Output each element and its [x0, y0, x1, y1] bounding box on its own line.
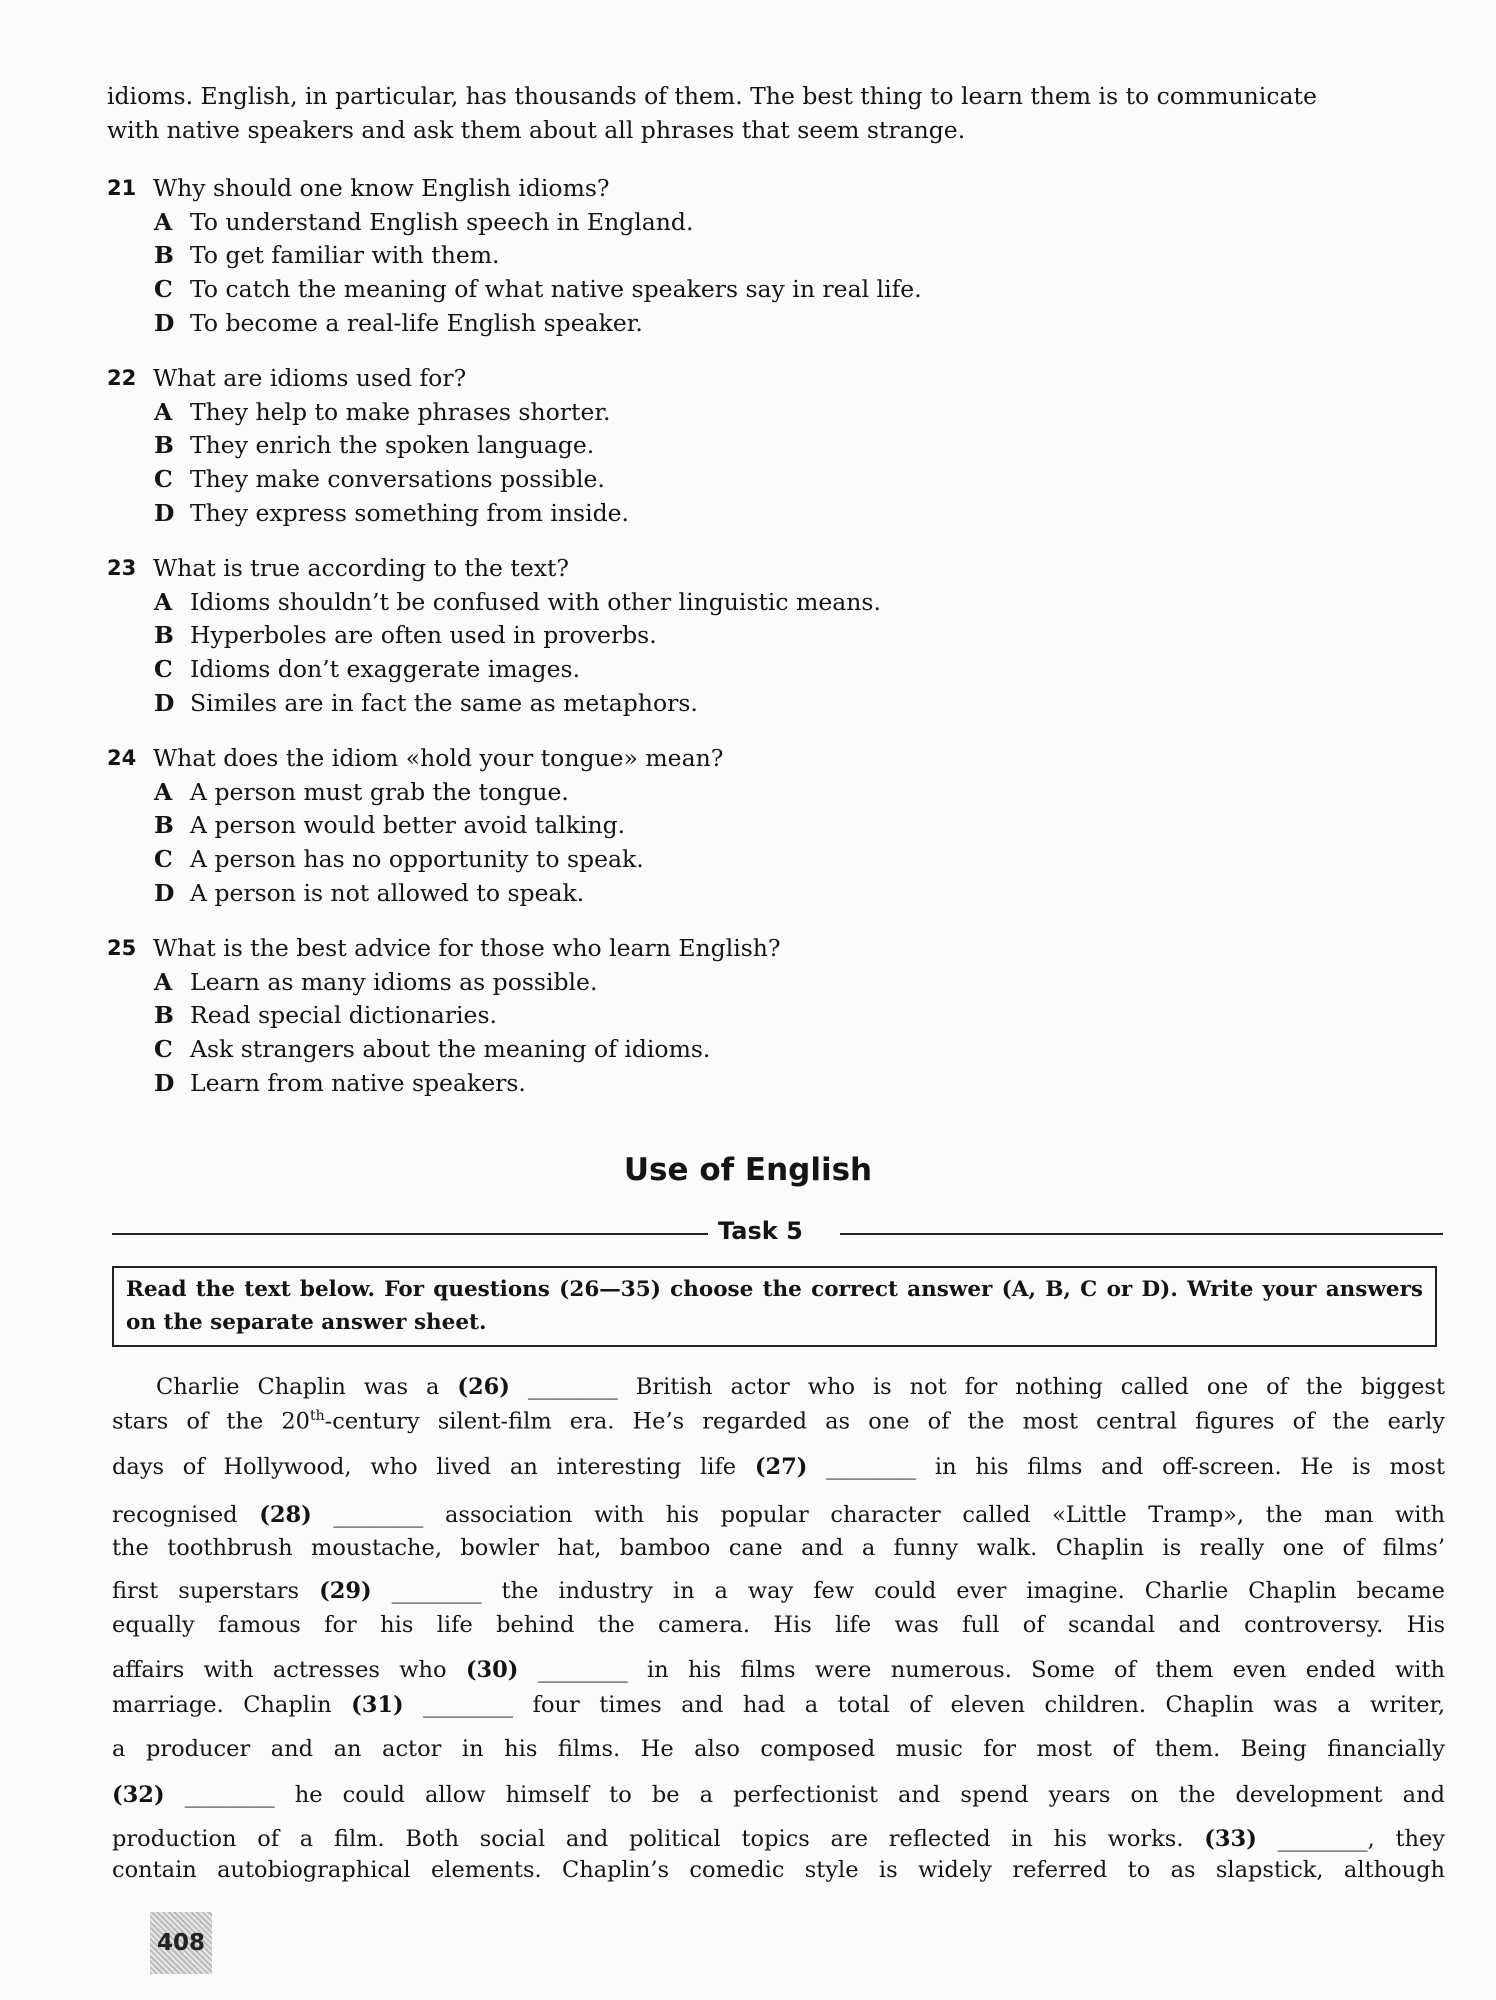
intro-line: idioms. English, in particular, has thousands of them. The best thing to learn them is to communicate — [107, 82, 1317, 110]
option-text: They make conversations possible. — [190, 465, 605, 494]
answer-option — [107, 843, 1207, 877]
answer-option — [107, 463, 1207, 497]
answer-option — [107, 239, 1207, 273]
gap-number: (31) — [351, 1692, 404, 1718]
gap-number: (29) — [319, 1578, 372, 1604]
gap-number: (28) — [259, 1502, 312, 1528]
option-letter: A — [154, 587, 173, 616]
question-23 — [107, 552, 1207, 720]
passage-line: marriage. Chaplin (31) ________ four times and had a total of eleven children. Chaplin was a writer, — [112, 1692, 1445, 1718]
answer-option — [107, 809, 1207, 843]
option-text: Idioms don’t exaggerate images. — [190, 655, 581, 684]
option-letter: A — [154, 967, 173, 996]
option-letter: C — [154, 845, 173, 874]
passage-line: (32) ________ he could allow himself to be a perfectionist and spend years on the development and — [112, 1782, 1445, 1808]
option-text: A person must grab the tongue. — [190, 777, 569, 806]
option-text: To become a real-life English speaker. — [190, 308, 643, 337]
passage-line: affairs with actresses who (30) ________ in his films were numerous. Some of them even ended with — [112, 1657, 1445, 1683]
option-text: A person is not allowed to speak. — [190, 878, 585, 907]
option-text: They help to make phrases shorter. — [190, 397, 611, 426]
gap-number: (32) — [112, 1782, 165, 1808]
option-letter: D — [154, 688, 175, 717]
option-text: A person would better avoid talking. — [190, 811, 626, 840]
option-letter: B — [154, 431, 174, 460]
option-text: To understand English speech in England. — [190, 207, 694, 236]
passage-line: days of Hollywood, who lived an interesting life (27) ________ in his films and off-screen. He is most — [112, 1454, 1445, 1480]
answer-option — [107, 273, 1207, 307]
question-text: What is true according to the text? — [153, 554, 570, 582]
passage-line: a producer and an actor in his films. He also composed music for most of them. Being financially — [112, 1736, 1445, 1762]
option-letter: C — [154, 275, 173, 304]
option-letter: A — [154, 207, 173, 236]
option-letter: C — [154, 655, 173, 684]
answer-option — [107, 206, 1207, 240]
option-text: Ask strangers about the meaning of idioms. — [190, 1035, 711, 1064]
option-letter: B — [154, 621, 174, 650]
page-number: 408 — [150, 1912, 212, 1974]
answer-option — [107, 1067, 1207, 1101]
superscript: th — [309, 1408, 325, 1424]
answer-option — [107, 877, 1207, 911]
passage-line: contain autobiographical elements. Chaplin’s comedic style is widely referred to as slapstick, although — [112, 1857, 1445, 1883]
question-25 — [107, 932, 1207, 1100]
question-21 — [107, 172, 1207, 340]
answer-option — [107, 966, 1207, 1000]
option-text: Idioms shouldn’t be confused with other linguistic means. — [190, 587, 881, 616]
option-text: To catch the meaning of what native speakers say in real life. — [190, 275, 922, 304]
option-letter: D — [154, 1068, 175, 1097]
option-letter: D — [154, 878, 175, 907]
gap-number: (26) — [457, 1374, 510, 1400]
passage-line: stars of the 20th-century silent-film era. He’s regarded as one of the most central figures of the early — [112, 1408, 1446, 1435]
divider-right — [840, 1233, 1443, 1235]
option-letter: D — [154, 498, 175, 527]
answer-option — [107, 429, 1207, 463]
passage-line: the toothbrush moustache, bowler hat, bamboo cane and a funny walk. Chaplin is really one of films’ — [112, 1535, 1445, 1561]
question-text: What is the best advice for those who learn English? — [153, 934, 781, 962]
gap-number: (30) — [465, 1657, 519, 1683]
answer-option — [107, 687, 1207, 721]
option-letter: B — [154, 811, 174, 840]
option-text: A person has no opportunity to speak. — [190, 845, 644, 874]
answer-option — [107, 307, 1207, 341]
question-text: What does the idiom «hold your tongue» mean? — [153, 744, 724, 772]
passage-line: recognised (28) ________ association with his popular character called «Little Tramp», the man with — [112, 1502, 1445, 1528]
answer-option — [107, 653, 1207, 687]
option-text: To get familiar with them. — [190, 241, 500, 270]
passage-line: equally famous for his life behind the camera. His life was full of scandal and controversy. His — [112, 1612, 1445, 1638]
answer-option — [107, 497, 1207, 531]
question-number: 23 — [107, 556, 137, 580]
task-label: Task 5 — [718, 1217, 803, 1245]
question-22 — [107, 362, 1207, 530]
option-letter: D — [154, 308, 175, 337]
option-text: They enrich the spoken language. — [190, 431, 595, 460]
option-text: Read special dictionaries. — [190, 1001, 497, 1030]
gap-number: (33) — [1204, 1826, 1257, 1852]
option-text: Similes are in fact the same as metaphors. — [190, 688, 698, 717]
question-24 — [107, 742, 1207, 910]
divider-left — [112, 1233, 708, 1235]
passage-line: Charlie Chaplin was a (26) ________ British actor who is not for nothing called one of the biggest — [156, 1374, 1446, 1400]
instructions-box: Read the text below. For questions (26—35) choose the correct answer (A, B, C or D). Write your answers on the separate answer sheet. — [112, 1266, 1437, 1347]
option-letter: A — [154, 397, 173, 426]
answer-option — [107, 999, 1207, 1033]
option-text: They express something from inside. — [190, 498, 630, 527]
section-title: Use of English — [623, 1152, 873, 1188]
question-text: Why should one know English idioms? — [153, 174, 610, 202]
option-text: Learn as many idioms as possible. — [190, 967, 598, 996]
question-text: What are idioms used for? — [153, 364, 467, 392]
question-number: 22 — [107, 366, 137, 390]
question-number: 21 — [107, 176, 137, 200]
option-letter: C — [154, 1035, 173, 1064]
passage-line: production of a film. Both social and political topics are reflected in his works. (33) ________, they — [112, 1826, 1446, 1852]
option-text: Hyperboles are often used in proverbs. — [190, 621, 657, 650]
answer-option — [107, 619, 1207, 653]
passage-line: first superstars (29) ________ the industry in a way few could ever imagine. Charlie Chaplin became — [112, 1578, 1445, 1604]
gap-number: (27) — [754, 1454, 808, 1480]
option-letter: A — [154, 777, 173, 806]
option-letter: B — [154, 1001, 174, 1030]
answer-option — [107, 776, 1207, 810]
answer-option — [107, 396, 1207, 430]
option-letter: B — [154, 241, 174, 270]
option-text: Learn from native speakers. — [190, 1068, 526, 1097]
answer-option — [107, 586, 1207, 620]
answer-option — [107, 1033, 1207, 1067]
question-number: 24 — [107, 746, 137, 770]
intro-line: with native speakers and ask them about all phrases that seem strange. — [107, 116, 966, 144]
question-number: 25 — [107, 936, 137, 960]
option-letter: C — [154, 465, 173, 494]
